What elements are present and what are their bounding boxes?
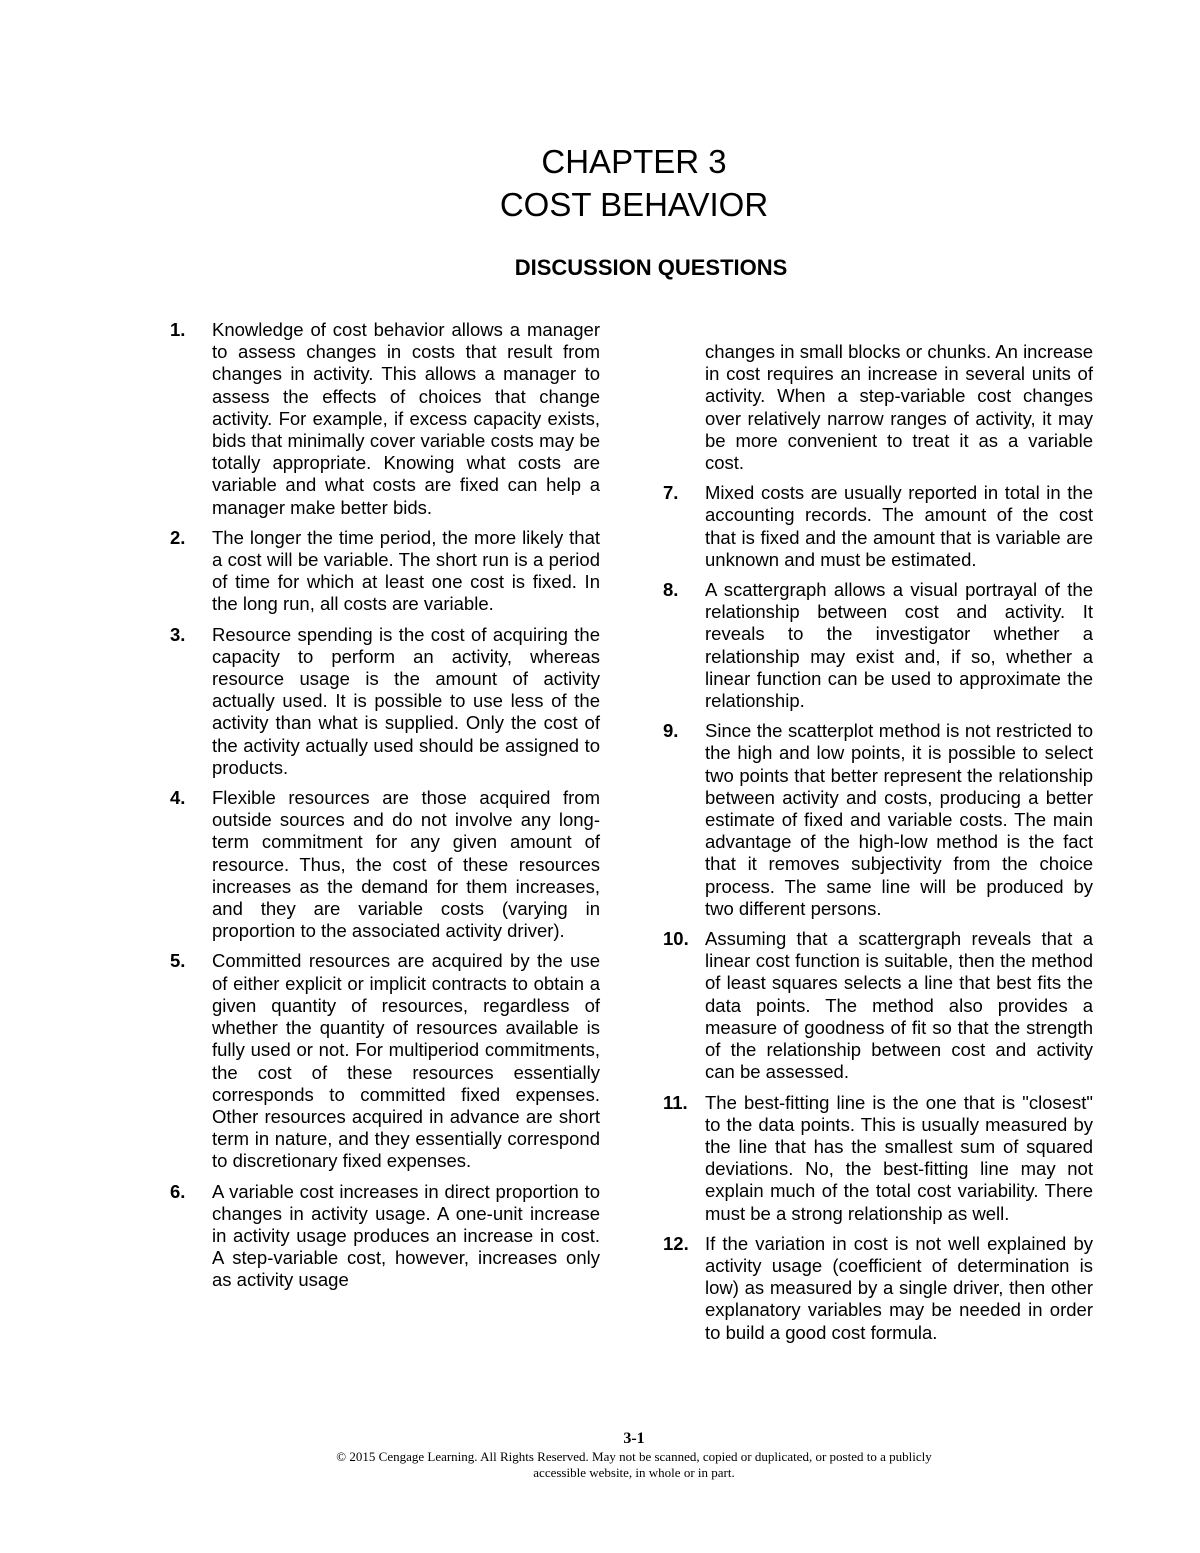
page-footer: [0, 1429, 1200, 1481]
question-text: Mixed costs are usually reported in total in the accounting records. The amount of the cost that is fixed and the amount that is variable are unknown and must be estimated.: [705, 482, 1093, 570]
question-number: 11.: [663, 1091, 688, 1113]
question-text: Since the scatterplot method is not restricted to the high and low points, it is possible to select two points that better represent the relationship between activity and costs, producing a better estimate of fixed and variable costs. The main advantage of the high-low method is the fact that it removes subjectivity from the choice process. The same line will be produced by two different persons.: [705, 720, 1093, 919]
question-1: [170, 319, 600, 519]
question-text: A scattergraph allows a visual portrayal of the relationship between cost and activity. It reveals to the investigator whether a relationship may exist and, if so, whether a linear function can be used to approximate the relationship.: [705, 579, 1093, 712]
question-text: Knowledge of cost behavior allows a manager to assess changes in costs that result from changes in activity. This allows a manager to assess the effects of choices that change activity. For example, if excess capacity exists, bids that minimally cover variable costs may be totally appropriate. Knowing what costs are variable and what costs are fixed can help a manager make better bids.: [212, 319, 600, 518]
question-number: 8.: [663, 579, 679, 601]
question-10: [663, 928, 1093, 1083]
question-number: 12.: [663, 1232, 689, 1254]
question-text: Assuming that a scattergraph reveals that a linear cost function is suitable, then the method of least squares selects a line that best fits the data points. The method also provides a measure of goodness of fit so that the strength of the relationship between cost and activity can be assessed.: [705, 928, 1093, 1083]
question-3: [170, 624, 600, 779]
question-number: 1.: [170, 319, 186, 340]
copyright-line-2: accessible website, in whole or in part.: [533, 1465, 735, 1480]
question-number: 4.: [170, 787, 186, 809]
chapter-number: CHAPTER 3: [541, 143, 727, 180]
question-number: 7.: [663, 482, 679, 504]
question-number: 3.: [170, 623, 186, 645]
copyright-line-1: © 2015 Cengage Learning. All Rights Reserved. May not be scanned, copied or duplicated, or posted to a publicly: [336, 1449, 932, 1464]
question-number: 2.: [170, 526, 186, 548]
question-9: [663, 720, 1093, 920]
chapter-name: COST BEHAVIOR: [499, 186, 769, 223]
question-text: Resource spending is the cost of acquiring the capacity to perform an activity, whereas resource usage is the amount of activity actually used. It is possible to use less of the activity than what is supplied. Only the cost of the activity actually used should be assigned to products.: [212, 623, 600, 778]
question-text-continued: changes in small blocks or chunks. An increase in cost requires an increase in several units of activity. When a step-variable cost changes over relatively narrow ranges of activity, it may be more convenient to treat it as a variable cost.: [705, 341, 1093, 474]
question-4: [170, 787, 600, 942]
copyright-notice: [274, 1449, 994, 1481]
question-2: [170, 527, 600, 616]
page-number: 3-1: [623, 1430, 645, 1447]
question-11: [663, 1092, 1093, 1225]
left-column: [170, 319, 600, 1300]
question-text: A variable cost increases in direct proportion to changes in activity usage. A one-unit increase in activity usage produces an increase in cost. A step-variable cost, however, increases only as activity usage: [212, 1180, 600, 1291]
question-7: [663, 482, 1093, 571]
question-text: Flexible resources are those acquired from outside sources and do not involve any long-term commitment for any given amount of resource. Thus, the cost of these resources increases as the demand for them increases, and they are variable costs (varying in proportion to the associated activity driver).: [212, 787, 600, 942]
question-text: Committed resources are acquired by the use of either explicit or implicit contracts to obtain a given quantity of resources, regardless of whether the quantity of resources available is fully used or not. For multiperiod commitments, the cost of these resources essentially corresponds to committed fixed expenses. Other resources acquired in advance are short term in nature, and they essentially correspond to discretionary fixed expenses.: [212, 950, 600, 1172]
question-12: [663, 1233, 1093, 1344]
question-number: 6.: [170, 1180, 186, 1202]
question-text: The best-fitting line is the one that is "closest" to the data points. This is usually measured by the line that has the smallest sum of squared deviations. No, the best-fitting line may not explain much of the total cost variability. There must be a strong relationship as well.: [705, 1091, 1093, 1224]
question-5: [170, 950, 600, 1172]
right-column: [663, 341, 1093, 1352]
question-8: [663, 579, 1093, 712]
question-6-continued: [663, 341, 1093, 474]
chapter-title: [0, 140, 1200, 226]
question-6: [170, 1181, 600, 1292]
question-number: 10.: [663, 928, 689, 950]
question-text: If the variation in cost is not well explained by activity usage (coefficient of determination is low) as measured by a single driver, then other explanatory variables may be needed in order to build a good cost formula.: [705, 1232, 1093, 1343]
question-number: 5.: [170, 950, 186, 972]
question-number: 9.: [663, 720, 679, 742]
question-text: The longer the time period, the more likely that a cost will be variable. The short run is a period of time for which at least one cost is fixed. In the long run, all costs are variable.: [212, 526, 600, 615]
section-heading: DISCUSSION QUESTIONS: [514, 255, 788, 280]
